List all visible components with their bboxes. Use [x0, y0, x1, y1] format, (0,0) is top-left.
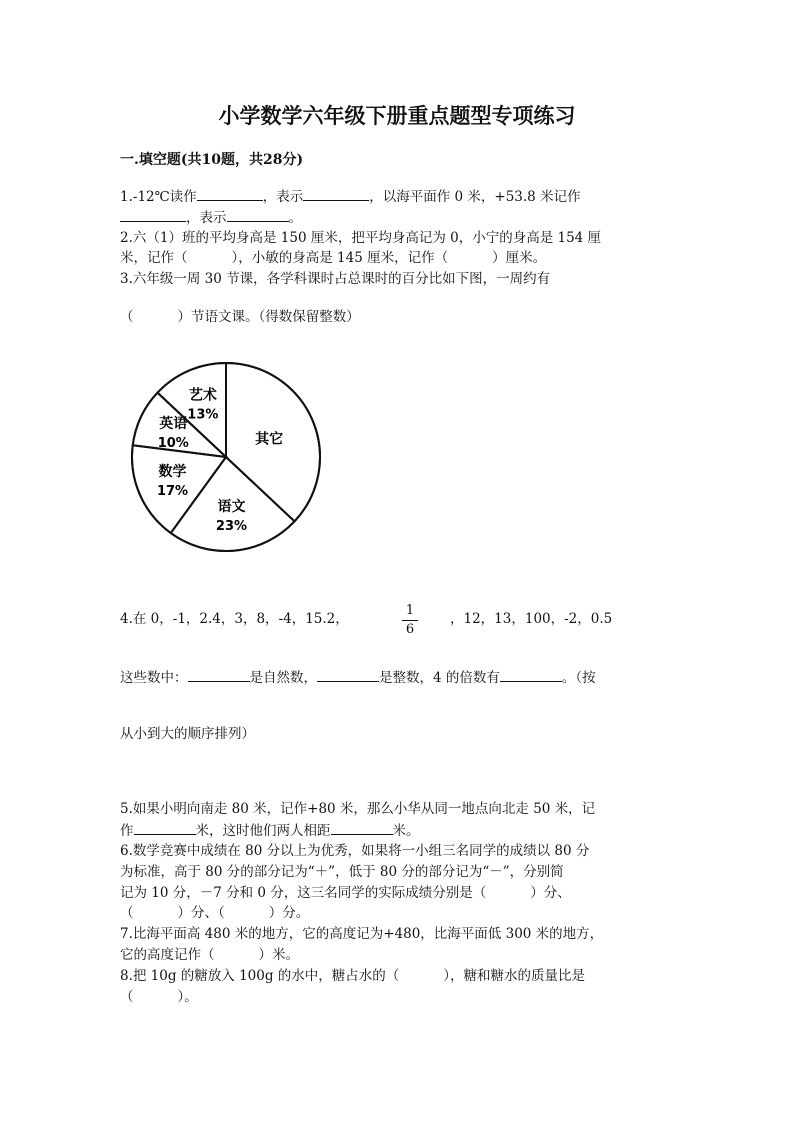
q2-text-a: 米，记作（ [120, 250, 188, 266]
q4-blank-2[interactable] [317, 667, 379, 682]
q1-text-b: ，表示 [262, 189, 304, 205]
q4-text-e: 是整数，4 的倍数有 [379, 670, 500, 686]
q5-blank-2[interactable] [331, 820, 393, 835]
q8-text-c: （ [120, 989, 134, 1005]
q7-text-b: ）米。 [258, 947, 299, 963]
question-5-line-1: 5.如果小明向南走 80 米，记作+80 米，那么小华从同一地点向北走 50 米，记 [120, 801, 596, 817]
q1-blank-2[interactable] [303, 186, 369, 201]
q6-text-e: ）分。 [268, 905, 310, 921]
fraction-denominator: 6 [405, 622, 415, 637]
question-4-line-2 [120, 667, 596, 688]
q2-text-b: ），小敏的身高是 145 厘米，记作（ [231, 250, 449, 266]
q6-text-c: （ [120, 905, 134, 921]
q6-text-b: ）分、 [530, 885, 571, 901]
section-heading: 一.填空题(共10题，共28分) [120, 152, 304, 168]
question-6-line-1: 6.数学竞赛中成绩在 80 分以上为优秀，如果将一小组三名同学的成绩以 80 分 [120, 843, 590, 859]
fraction-one-sixth [400, 603, 420, 638]
q5-blank-1[interactable] [134, 820, 196, 835]
fraction-bar [402, 620, 418, 621]
q8-text-a: 8.把 10g 的糖放入 100g 的水中，糖占水的（ [120, 968, 400, 984]
pie-label-3: 语文 [217, 499, 246, 516]
q8-text-b: ），糖和糖水的质量比是 [443, 968, 586, 984]
q4-text-f: 。（按 [561, 670, 596, 686]
q4-text-c: 这些数中： [120, 670, 188, 686]
q7-text-a: 它的高度记作（ [120, 947, 215, 963]
q4-text-d: 是自然数， [249, 670, 317, 686]
question-4-line-1a: 4.在 0，-1，2.4，3，8，-4，15.2， [120, 611, 349, 627]
pie-percent-1: 10% [157, 436, 189, 452]
pie-label-4: 其它 [255, 431, 284, 448]
q1-blank-4[interactable] [227, 207, 289, 222]
question-8-line-1 [120, 966, 585, 986]
q3-text-a: （ [120, 309, 134, 325]
pie-label-2: 数学 [158, 464, 187, 481]
q6-text-d: ）分、（ [177, 905, 225, 921]
q3-text-b: ）节语文课。（得数保留整数） [177, 309, 360, 325]
question-1-line-1 [120, 186, 581, 207]
q8-text-d: ）。 [177, 989, 198, 1005]
question-6-line-2: 为标准，高于 80 分的部分记为“＋”，低于 80 分的部分记为“－”，分别简 [120, 864, 564, 880]
q5-text-c: 米。 [392, 823, 420, 839]
question-1-line-2 [120, 207, 302, 228]
q1-text-d: ，表示 [186, 210, 227, 226]
question-6-line-3 [120, 883, 571, 903]
pie-label-1: 英语 [159, 416, 188, 433]
question-2-line-2 [120, 248, 546, 268]
fraction-numerator: 1 [405, 603, 415, 618]
pie-percent-0: 13% [187, 407, 219, 423]
question-3-line-1: 3.六年级一周 30 节课，各学科课时占总课时的百分比如下图，一周约有 [120, 271, 551, 287]
q1-text-c: ，以海平面作 0 米，+53.8 米记作 [369, 189, 581, 205]
question-4-line-3: 从小到大的顺序排列） [120, 726, 255, 742]
pie-percent-3: 23% [215, 519, 248, 535]
q4-blank-3[interactable] [500, 667, 562, 682]
question-7-line-2 [120, 945, 299, 965]
question-3-line-2 [120, 307, 360, 327]
q4-blank-1[interactable] [188, 667, 250, 682]
question-7-line-1: 7.比海平面高 480 米的地方，它的高度记为+480，比海平面低 300 米的地方， [120, 926, 604, 942]
question-4-line-1b: ，12，13，100，-2，0.5 [450, 611, 613, 627]
question-5-line-2 [120, 820, 420, 841]
pie-percent-2: 17% [156, 484, 189, 500]
q1-blank-3[interactable] [120, 207, 186, 222]
q2-text-c: ）厘米。 [492, 250, 547, 266]
q5-text-b: 米，这时他们两人相距 [195, 823, 331, 839]
q1-text-e: 。 [288, 210, 302, 226]
page-title: 小学数学六年级下册重点题型专项练习 [218, 103, 576, 128]
q6-text-a: 记为 10 分，－7 分和 0 分，这三名同学的实际成绩分别是（ [120, 885, 487, 901]
question-2-line-1: 2.六（1）班的平均身高是 150 厘米，把平均身高记为 0，小宁的身高是 154 厘 [120, 230, 602, 246]
q1-text-a: 1.-12℃读作 [120, 189, 197, 205]
question-6-line-4 [120, 903, 309, 923]
subject-pie-chart [125, 355, 335, 555]
q5-text-a: 作 [120, 823, 134, 839]
question-8-line-2 [120, 987, 198, 1007]
q1-blank-1[interactable] [197, 186, 263, 201]
pie-label-0: 艺术 [188, 387, 217, 404]
